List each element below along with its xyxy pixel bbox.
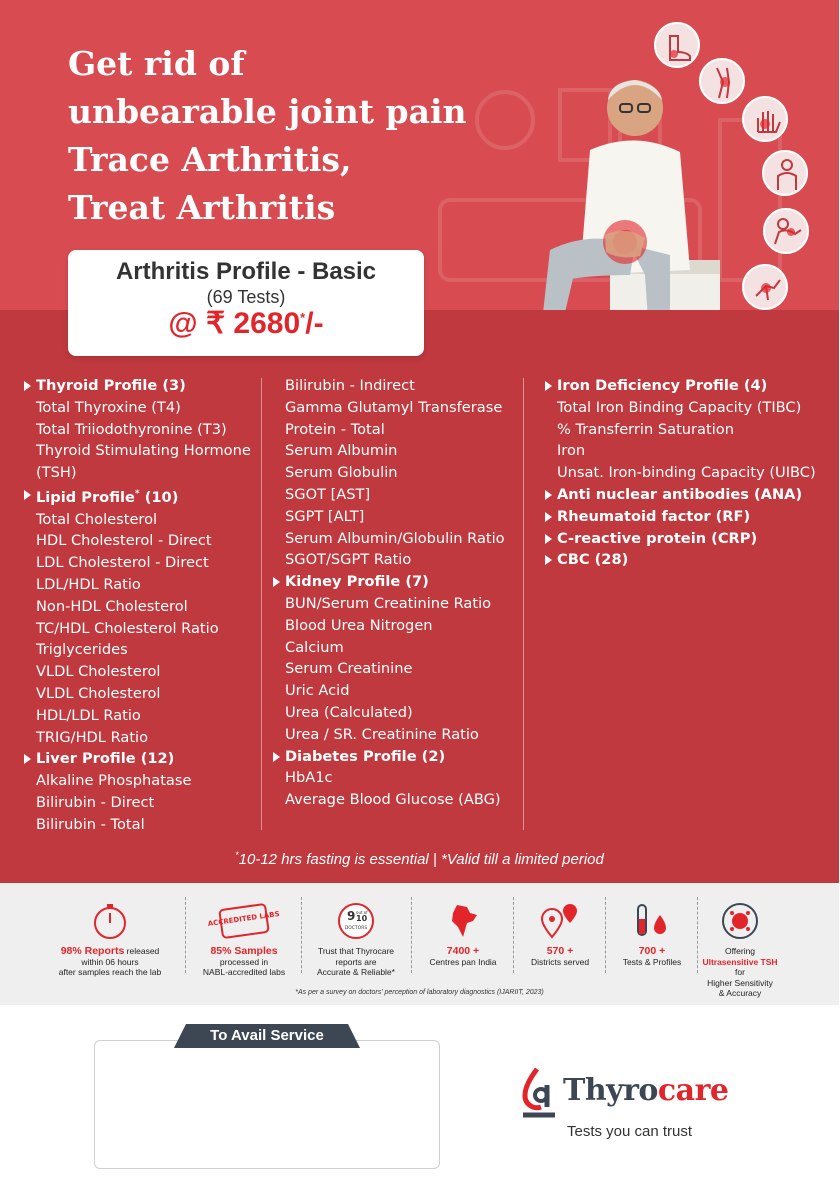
test-item: [285, 397, 505, 419]
test-item: [557, 419, 816, 441]
row-text: Triglycerides: [36, 641, 128, 659]
test-item: [36, 530, 251, 552]
test-item: [285, 658, 505, 680]
row-text: Serum Globulin: [285, 464, 398, 482]
location-pins-icon: [538, 901, 582, 941]
stat-samples-bold: 85% Samples: [210, 945, 278, 957]
test-item: [36, 705, 251, 727]
row-text: VLDL Cholesterol: [36, 663, 161, 681]
stat-districts: [520, 899, 600, 967]
profile-heading: [557, 506, 816, 528]
row-text: HDL/LDL Ratio: [36, 706, 141, 724]
row-text: Thyroid Profile (3): [36, 377, 186, 394]
foot-pain-icon: [654, 22, 700, 68]
row-text: BUN/Serum Creatinine Ratio: [285, 594, 492, 612]
row-text: Blood Urea Nitrogen: [285, 616, 433, 634]
brand-thyro: Thyro: [563, 1073, 658, 1108]
row-text: Total Thyroxine (T4): [36, 398, 181, 416]
test-item: [36, 727, 251, 749]
row-text: Non-HDL Cholesterol: [36, 597, 188, 615]
row-text: Anti nuclear antibodies (ANA): [557, 485, 803, 503]
test-item: [285, 702, 505, 724]
row-text: Calcium: [285, 638, 344, 656]
virus-icon: [720, 901, 760, 941]
stat-centres-bold: 7400 +: [446, 945, 480, 957]
headline: [68, 40, 467, 232]
brand-tagline: Tests you can trust: [567, 1123, 693, 1140]
row-text: Serum Albumin: [285, 442, 398, 460]
test-item: [36, 596, 251, 618]
brand-care: care: [657, 1073, 729, 1108]
test-item: [36, 419, 251, 441]
stat-tsh-line3: & Accuracy: [718, 988, 762, 998]
row-text: Total Cholesterol: [36, 510, 158, 528]
test-item: [36, 618, 251, 640]
test-column-3: [557, 375, 816, 571]
stat-reports-text: released: [124, 946, 160, 956]
test-item: [285, 615, 505, 637]
stat-tests-bold: 700 +: [638, 945, 666, 957]
stat-districts-text: Districts served: [530, 956, 590, 967]
stat-trust-line1: Trust that Thyrocare: [317, 946, 395, 956]
stat-trust: [308, 899, 404, 978]
test-item: [285, 724, 505, 746]
profile-heading: [285, 571, 505, 593]
row-text: HDL Cholesterol - Direct: [36, 532, 212, 550]
stat-tsh-line2: Higher Sensitivity: [707, 977, 773, 988]
row-text: CBC (28): [557, 551, 629, 569]
test-item: [285, 593, 505, 615]
test-item: [285, 484, 505, 506]
test-item: [285, 375, 505, 397]
stats-strip: [0, 883, 839, 1005]
stat-tsh-line1: Offering: [724, 946, 756, 956]
profile-heading: [557, 549, 816, 571]
test-item: [285, 419, 505, 441]
test-item: [557, 462, 816, 484]
stat-reports-line3: after samples reach the lab: [58, 967, 162, 977]
fasting-mark: *: [235, 850, 239, 860]
row-text: Total Triiodothyronine (T3): [36, 420, 227, 438]
test-item: [285, 680, 505, 702]
column-divider: [261, 378, 262, 830]
back-pain-icon: [762, 150, 808, 196]
offer-price-mark: *: [300, 310, 306, 325]
badge-ten: 10: [356, 914, 368, 923]
profile-heading: [557, 375, 816, 397]
thyrocare-logo: [515, 1063, 755, 1153]
row-text: Protein - Total: [285, 420, 385, 438]
profile-heading: [36, 375, 251, 397]
hand-pain-icon: [742, 96, 788, 142]
doctors-badge-icon: [336, 901, 376, 941]
offer-card: [68, 250, 424, 356]
row-text: Serum Creatinine: [285, 660, 413, 678]
stat-tsh: [700, 899, 780, 999]
row-text: TC/HDL Cholesterol Ratio: [36, 619, 219, 637]
headline-line-4: Treat Arthritis: [68, 188, 336, 227]
test-item: [36, 509, 251, 531]
test-item: [36, 683, 251, 705]
row-text: VLDL Cholesterol: [36, 685, 161, 703]
row-text: Lipid Profile: [36, 488, 135, 506]
row-count: (10): [139, 488, 179, 506]
stat-samples-line3: NABL-accredited labs: [202, 967, 286, 977]
row-text: Bilirubin - Indirect: [285, 377, 415, 394]
joint-pain-icon: [742, 264, 788, 310]
row-text: (TSH): [36, 464, 77, 482]
avail-service-box: [94, 1040, 440, 1169]
profile-heading: [285, 746, 505, 768]
test-item: [557, 440, 816, 462]
row-text: Kidney Profile (7): [285, 573, 429, 591]
india-map-icon: [443, 901, 483, 941]
test-item: [285, 637, 505, 659]
row-text: Total Iron Binding Capacity (TIBC): [557, 398, 802, 416]
offer-title: Arthritis Profile - Basic: [115, 258, 377, 285]
test-item: [285, 440, 505, 462]
row-text: Bilirubin - Direct: [36, 794, 155, 811]
stat-trust-line2: reports are: [335, 956, 377, 967]
test-item: [36, 462, 251, 484]
test-column-2: [285, 375, 505, 811]
stat-trust-line3: Accurate & Reliable*: [317, 967, 395, 977]
thyrocare-logo-icon: [517, 1065, 561, 1121]
test-item: [36, 814, 251, 836]
row-text: Alkaline Phosphatase: [36, 772, 192, 790]
profile-heading: [36, 748, 251, 770]
row-text: SGOT/SGPT Ratio: [285, 551, 412, 569]
stat-centres-text: Centres pan India: [429, 956, 497, 967]
stopwatch-icon: [90, 901, 130, 941]
headline-line-2: unbearable joint pain: [68, 92, 467, 131]
headline-line-1: Get rid of: [68, 44, 245, 83]
survey-footnote: *As per a survey on doctors' perception of laboratory diagnostics (IJARIIT, 2023): [295, 989, 544, 996]
row-text: TRIG/HDL Ratio: [36, 728, 149, 746]
row-text: Liver Profile (12): [36, 750, 175, 768]
row-text: Iron: [557, 442, 586, 460]
stat-samples: [193, 899, 295, 978]
stat-samples-line2: processed in: [219, 956, 269, 967]
test-item: [36, 770, 251, 792]
stat-tests: [612, 899, 692, 967]
row-text: Diabetes Profile (2): [285, 747, 446, 765]
avail-service-label: To Avail Service: [210, 1027, 324, 1044]
stat-reports: [54, 899, 166, 978]
offer-test-count: (69 Tests): [206, 287, 286, 307]
offer-price-amount: @ ₹ 2680: [168, 307, 301, 340]
fasting-note: [0, 850, 839, 868]
row-text: Bilirubin - Total: [36, 815, 145, 833]
knee-pain-icon: [699, 58, 745, 104]
row-text: HbA1c: [285, 769, 333, 787]
test-item: [285, 528, 505, 550]
row-text: LDL/HDL Ratio: [36, 576, 141, 594]
test-item: [36, 552, 251, 574]
test-item: [285, 789, 505, 811]
row-text: Urea / SR. Creatinine Ratio: [285, 725, 479, 743]
stat-tests-text: Tests & Profiles: [622, 956, 682, 967]
badge-big: 9: [347, 909, 356, 923]
row-text: Unsat. Iron-binding Capacity (UIBC): [557, 464, 816, 482]
stat-reports-line2: within 06 hours: [81, 956, 139, 967]
offer-price-suffix: /-: [305, 307, 324, 340]
row-text: C-reactive protein (CRP): [557, 529, 758, 547]
profile-heading: [36, 484, 251, 509]
test-item: [285, 506, 505, 528]
headline-line-3: Trace Arthritis,: [68, 140, 352, 179]
badge-label: DOCTORS: [344, 926, 368, 931]
row-text: Average Blood Glucose (ABG): [285, 791, 501, 809]
test-item: [36, 440, 251, 462]
row-text: Serum Albumin/Globulin Ratio: [285, 529, 505, 547]
row-mark: *: [134, 488, 140, 499]
column-divider: [523, 378, 524, 830]
test-item: [36, 792, 251, 814]
row-text: LDL Cholesterol - Direct: [36, 554, 209, 572]
profile-heading: [557, 484, 816, 506]
test-column-1: [36, 375, 251, 836]
test-item: [36, 397, 251, 419]
avail-service-tab: [174, 1024, 360, 1048]
shoulder-pain-icon: [763, 208, 809, 254]
test-tube-icon: [630, 901, 674, 941]
row-text: Rheumatoid factor (RF): [557, 507, 751, 525]
stat-tsh-highlight: Ultrasensitive TSH: [702, 956, 778, 967]
row-text: Gamma Glutamyl Transferase: [285, 398, 503, 416]
row-text: SGPT [ALT]: [285, 507, 365, 525]
test-item: [285, 549, 505, 571]
row-text: SGOT [AST]: [285, 485, 371, 503]
stat-reports-bold: 98% Reports: [60, 945, 125, 957]
stat-centres: [418, 899, 508, 967]
test-item: [36, 574, 251, 596]
stat-tsh-for: for: [735, 967, 745, 977]
test-item: [285, 462, 505, 484]
row-text: Iron Deficiency Profile (4): [557, 377, 768, 394]
row-text: Urea (Calculated): [285, 703, 413, 721]
test-item: [557, 397, 816, 419]
accredited-stamp-icon: [207, 901, 281, 941]
brand-name: [563, 1073, 729, 1108]
row-text: Thyroid Stimulating Hormone: [36, 442, 251, 460]
fasting-text: 10-12 hrs fasting is essential | *Valid till a limited period: [238, 851, 604, 868]
stat-districts-bold: 570 +: [546, 945, 574, 957]
test-item: [36, 639, 251, 661]
row-text: Uric Acid: [285, 682, 350, 700]
row-text: % Transferrin Saturation: [557, 420, 734, 438]
test-item: [285, 767, 505, 789]
profile-heading: [557, 528, 816, 550]
accredited-stamp-text: ACCREDITED LABS: [207, 910, 281, 929]
test-item: [36, 661, 251, 683]
badge-small: out of: [356, 910, 368, 915]
offer-price: [68, 306, 424, 341]
